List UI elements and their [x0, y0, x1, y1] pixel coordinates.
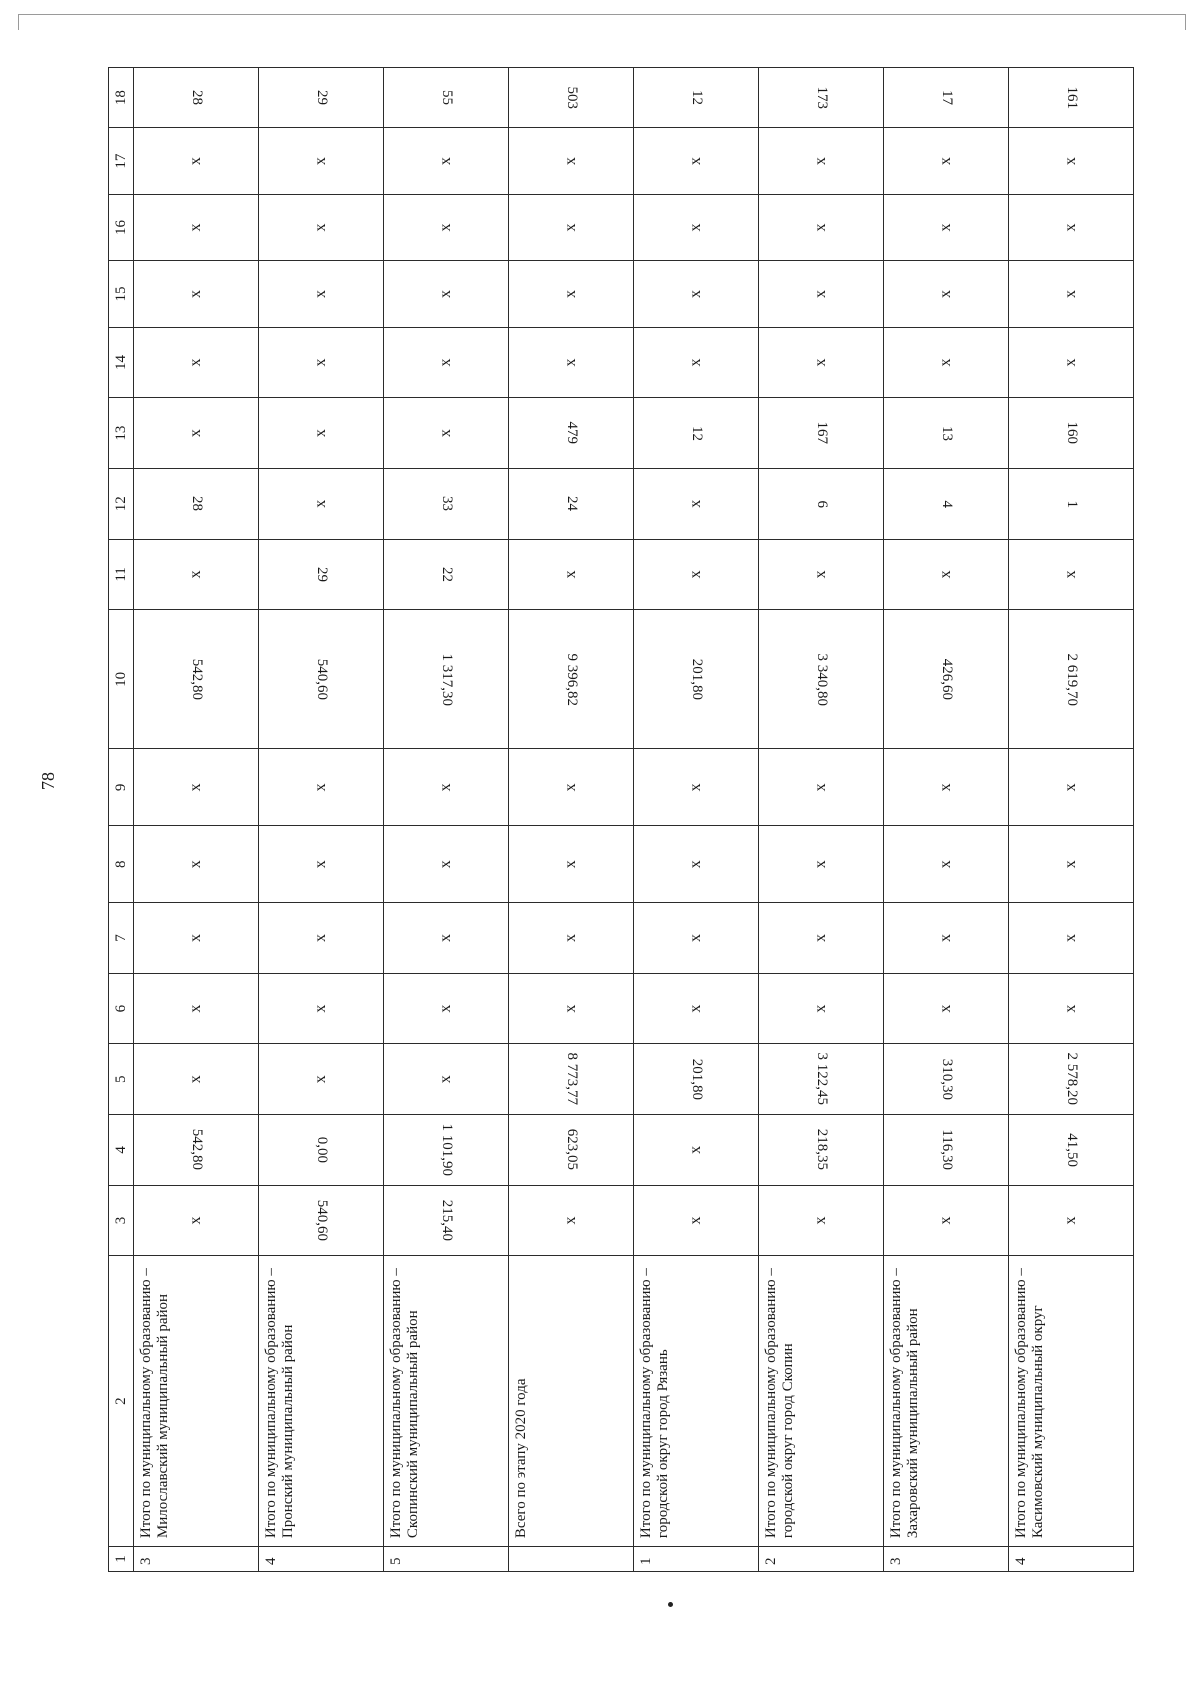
col-15-cell: x: [884, 261, 1009, 327]
col-17-cell: x: [884, 128, 1009, 194]
scan-dot-mark: [668, 1602, 673, 1607]
col-8-cell: x: [134, 826, 259, 903]
col-18-cell: [759, 68, 884, 128]
header-cell: 3: [109, 1185, 134, 1256]
cell-value: 29: [313, 90, 330, 106]
cell-value: 0,00: [313, 1136, 330, 1163]
col-9-cell: x: [759, 749, 884, 826]
col-13-cell: [509, 398, 634, 469]
col-10-cell: [259, 610, 384, 749]
col-12-cell: x: [259, 468, 384, 539]
col-13-cell: [759, 398, 884, 469]
col-5-cell: [759, 1044, 884, 1115]
cell-value: 201,80: [688, 1058, 705, 1100]
col-12-cell: [134, 468, 259, 539]
row-name-cell: Итого по муниципальному образованию – Пронский муниципальный район: [259, 1256, 384, 1547]
col-16-cell: x: [509, 194, 634, 260]
col-7-cell: x: [134, 903, 259, 974]
col-3-cell: x: [1009, 1185, 1134, 1256]
col-5-cell: x: [134, 1044, 259, 1115]
header-cell: 16: [109, 194, 134, 260]
scan-frame-top-line: [18, 14, 1186, 15]
cell-value: 160: [1063, 421, 1080, 445]
col-10-cell: [1009, 610, 1134, 749]
row-number-cell: 2: [759, 1547, 884, 1572]
col-14-cell: x: [134, 327, 259, 398]
col-9-cell: x: [1009, 749, 1134, 826]
row-number-cell: 1: [634, 1547, 759, 1572]
header-cell: 1: [109, 1547, 134, 1572]
col-9-cell: x: [884, 749, 1009, 826]
col-3-cell: x: [634, 1185, 759, 1256]
col-11-cell: x: [1009, 539, 1134, 610]
col-13-cell: [634, 398, 759, 469]
col-12-cell: [884, 468, 1009, 539]
cell-value: 540,60: [313, 1199, 330, 1242]
col-14-cell: x: [634, 327, 759, 398]
col-13-cell: x: [134, 398, 259, 469]
cell-value: 479: [563, 421, 580, 445]
cell-value: 3 340,80: [813, 653, 830, 706]
col-12-cell: [384, 468, 509, 539]
col-11-cell: x: [884, 539, 1009, 610]
col-6-cell: x: [884, 973, 1009, 1044]
col-12-cell: [759, 468, 884, 539]
table-body: [109, 68, 1134, 1572]
col-18-cell: [1009, 68, 1134, 128]
col-12-cell: [1009, 468, 1134, 539]
col-4-cell: [1009, 1115, 1134, 1186]
col-16-cell: x: [884, 194, 1009, 260]
col-4-cell: [134, 1115, 259, 1186]
col-4-cell: x: [634, 1115, 759, 1186]
col-3-cell: x: [509, 1185, 634, 1256]
col-5-cell: [1009, 1044, 1134, 1115]
cell-value: 201,80: [688, 658, 705, 700]
row-number-cell: 3: [134, 1547, 259, 1572]
col-6-cell: x: [259, 973, 384, 1044]
col-5-cell: x: [384, 1044, 509, 1115]
col-6-cell: x: [759, 973, 884, 1044]
col-11-cell: x: [509, 539, 634, 610]
col-8-cell: x: [1009, 826, 1134, 903]
col-5-cell: [884, 1044, 1009, 1115]
col-10-cell: [634, 610, 759, 749]
col-14-cell: x: [509, 327, 634, 398]
col-5-cell: [634, 1044, 759, 1115]
cell-value: 22: [438, 566, 455, 582]
header-cell: 8: [109, 826, 134, 903]
col-18-cell: [134, 68, 259, 128]
cell-value: 24: [563, 496, 580, 512]
col-9-cell: x: [384, 749, 509, 826]
data-table: [108, 67, 1134, 1572]
table-row: [634, 68, 759, 1572]
col-6-cell: x: [134, 973, 259, 1044]
col-13-cell: x: [384, 398, 509, 469]
col-4-cell: [884, 1115, 1009, 1186]
col-15-cell: x: [634, 261, 759, 327]
col-17-cell: x: [634, 128, 759, 194]
col-8-cell: x: [384, 826, 509, 903]
row-number-cell: 3: [884, 1547, 1009, 1572]
col-3-cell: x: [134, 1185, 259, 1256]
col-11-cell: [384, 539, 509, 610]
col-10-cell: [759, 610, 884, 749]
page-number: 78: [38, 772, 58, 790]
col-17-cell: x: [509, 128, 634, 194]
col-18-cell: [509, 68, 634, 128]
cell-value: 41,50: [1063, 1132, 1080, 1167]
col-5-cell: [509, 1044, 634, 1115]
cell-value: 542,80: [188, 1129, 205, 1171]
cell-value: 218,35: [813, 1129, 830, 1171]
col-15-cell: x: [759, 261, 884, 327]
cell-value: 29: [313, 566, 330, 582]
row-name-cell: Итого по муниципальному образованию – Захаровский муниципальный район: [884, 1256, 1009, 1547]
col-17-cell: x: [259, 128, 384, 194]
cell-value: 426,60: [938, 658, 955, 700]
col-18-cell: [634, 68, 759, 128]
col-15-cell: x: [384, 261, 509, 327]
col-7-cell: x: [759, 903, 884, 974]
header-cell: 15: [109, 261, 134, 327]
col-7-cell: x: [1009, 903, 1134, 974]
cell-value: 310,30: [938, 1058, 955, 1100]
col-15-cell: x: [509, 261, 634, 327]
cell-value: 1: [1063, 500, 1080, 508]
cell-value: 503: [563, 86, 580, 109]
table-header-row: [109, 68, 134, 1572]
col-7-cell: x: [384, 903, 509, 974]
col-16-cell: x: [134, 194, 259, 260]
header-cell: 6: [109, 973, 134, 1044]
col-17-cell: x: [134, 128, 259, 194]
header-cell: 7: [109, 903, 134, 974]
cell-value: 3 122,45: [813, 1052, 830, 1106]
col-14-cell: x: [384, 327, 509, 398]
col-12-cell: x: [634, 468, 759, 539]
col-14-cell: x: [1009, 327, 1134, 398]
cell-value: 13: [938, 425, 955, 441]
cell-value: 1 101,90: [438, 1123, 455, 1177]
scan-frame-right-line: [1185, 14, 1186, 30]
cell-value: 623,05: [563, 1129, 580, 1171]
col-3-cell: x: [884, 1185, 1009, 1256]
col-9-cell: x: [134, 749, 259, 826]
row-name-cell: Итого по муниципальному образованию – Касимовский муниципальный округ: [1009, 1256, 1134, 1547]
col-6-cell: x: [384, 973, 509, 1044]
col-6-cell: x: [634, 973, 759, 1044]
col-7-cell: x: [509, 903, 634, 974]
row-name-cell: Итого по муниципальному образованию – городской округ город Скопин: [759, 1256, 884, 1547]
cell-value: 173: [813, 86, 830, 109]
col-9-cell: x: [509, 749, 634, 826]
cell-value: 4: [938, 500, 955, 508]
cell-value: 33: [438, 496, 455, 512]
col-14-cell: x: [884, 327, 1009, 398]
table-row: [759, 68, 884, 1572]
row-number-cell: [509, 1547, 634, 1572]
col-3-cell: x: [759, 1185, 884, 1256]
header-cell: 12: [109, 468, 134, 539]
col-16-cell: x: [384, 194, 509, 260]
col-9-cell: x: [634, 749, 759, 826]
header-cell: 4: [109, 1115, 134, 1186]
cell-value: 2 578,20: [1063, 1052, 1080, 1106]
cell-value: 2 619,70: [1063, 653, 1080, 706]
cell-value: 167: [813, 421, 830, 445]
header-cell: 13: [109, 398, 134, 469]
col-18-cell: [384, 68, 509, 128]
table-row: [134, 68, 259, 1572]
table-row: [259, 68, 384, 1572]
col-11-cell: x: [634, 539, 759, 610]
col-6-cell: x: [509, 973, 634, 1044]
header-cell: 17: [109, 128, 134, 194]
col-8-cell: x: [884, 826, 1009, 903]
scan-frame-left-line: [18, 14, 19, 30]
col-3-cell: [384, 1185, 509, 1256]
cell-value: 12: [688, 90, 705, 106]
header-cell: 9: [109, 749, 134, 826]
table-region: [108, 67, 1080, 1572]
table-row: [884, 68, 1009, 1572]
row-name-cell: Итого по муниципальному образованию – Милославский муниципальный район: [134, 1256, 259, 1547]
col-11-cell: x: [759, 539, 884, 610]
col-14-cell: x: [759, 327, 884, 398]
col-10-cell: [384, 610, 509, 749]
col-6-cell: x: [1009, 973, 1134, 1044]
header-cell: 14: [109, 327, 134, 398]
col-13-cell: [884, 398, 1009, 469]
rotated-table-wrapper: [108, 67, 1080, 1572]
table-row: [384, 68, 509, 1572]
col-4-cell: [259, 1115, 384, 1186]
cell-value: 12: [688, 425, 705, 441]
col-11-cell: x: [134, 539, 259, 610]
col-13-cell: [1009, 398, 1134, 469]
header-cell: 18: [109, 68, 134, 128]
cell-value: 542,80: [188, 658, 205, 700]
col-4-cell: [509, 1115, 634, 1186]
col-16-cell: x: [1009, 194, 1134, 260]
col-16-cell: x: [759, 194, 884, 260]
cell-value: 215,40: [438, 1199, 455, 1242]
col-10-cell: [134, 610, 259, 749]
col-10-cell: [509, 610, 634, 749]
cell-value: 6: [813, 500, 830, 508]
col-8-cell: x: [634, 826, 759, 903]
col-13-cell: x: [259, 398, 384, 469]
header-cell: 11: [109, 539, 134, 610]
col-16-cell: x: [259, 194, 384, 260]
col-14-cell: x: [259, 327, 384, 398]
cell-value: 55: [438, 90, 455, 106]
cell-value: 161: [1063, 86, 1080, 109]
header-cell: 5: [109, 1044, 134, 1115]
col-16-cell: x: [634, 194, 759, 260]
col-4-cell: [384, 1115, 509, 1186]
col-7-cell: x: [634, 903, 759, 974]
col-7-cell: x: [259, 903, 384, 974]
col-8-cell: x: [259, 826, 384, 903]
cell-value: 8 773,77: [563, 1052, 580, 1106]
col-11-cell: [259, 539, 384, 610]
col-17-cell: x: [1009, 128, 1134, 194]
row-number-cell: 4: [259, 1547, 384, 1572]
cell-value: 17: [938, 90, 955, 106]
cell-value: 28: [188, 496, 205, 512]
header-cell: 10: [109, 610, 134, 749]
header-cell: 2: [109, 1256, 134, 1547]
row-name-cell: Итого по муниципальному образованию – Скопинский муниципальный район: [384, 1256, 509, 1547]
col-5-cell: x: [259, 1044, 384, 1115]
col-9-cell: x: [259, 749, 384, 826]
cell-value: 116,30: [938, 1129, 955, 1171]
table-row: [1009, 68, 1134, 1572]
col-12-cell: [509, 468, 634, 539]
col-18-cell: [259, 68, 384, 128]
col-15-cell: x: [1009, 261, 1134, 327]
col-8-cell: x: [509, 826, 634, 903]
col-8-cell: x: [759, 826, 884, 903]
col-17-cell: x: [759, 128, 884, 194]
cell-value: 28: [188, 90, 205, 106]
col-4-cell: [759, 1115, 884, 1186]
col-10-cell: [884, 610, 1009, 749]
col-18-cell: [884, 68, 1009, 128]
row-number-cell: 4: [1009, 1547, 1134, 1572]
col-17-cell: x: [384, 128, 509, 194]
row-number-cell: 5: [384, 1547, 509, 1572]
row-name-cell: Всего по этапу 2020 года: [509, 1256, 634, 1547]
cell-value: 540,60: [313, 658, 330, 700]
col-3-cell: [259, 1185, 384, 1256]
col-15-cell: x: [134, 261, 259, 327]
row-name-cell: Итого по муниципальному образованию – городской округ город Рязань: [634, 1256, 759, 1547]
cell-value: 9 396,82: [563, 653, 580, 706]
col-15-cell: x: [259, 261, 384, 327]
col-7-cell: x: [884, 903, 1009, 974]
cell-value: 1 317,30: [438, 653, 455, 706]
table-row: [509, 68, 634, 1572]
